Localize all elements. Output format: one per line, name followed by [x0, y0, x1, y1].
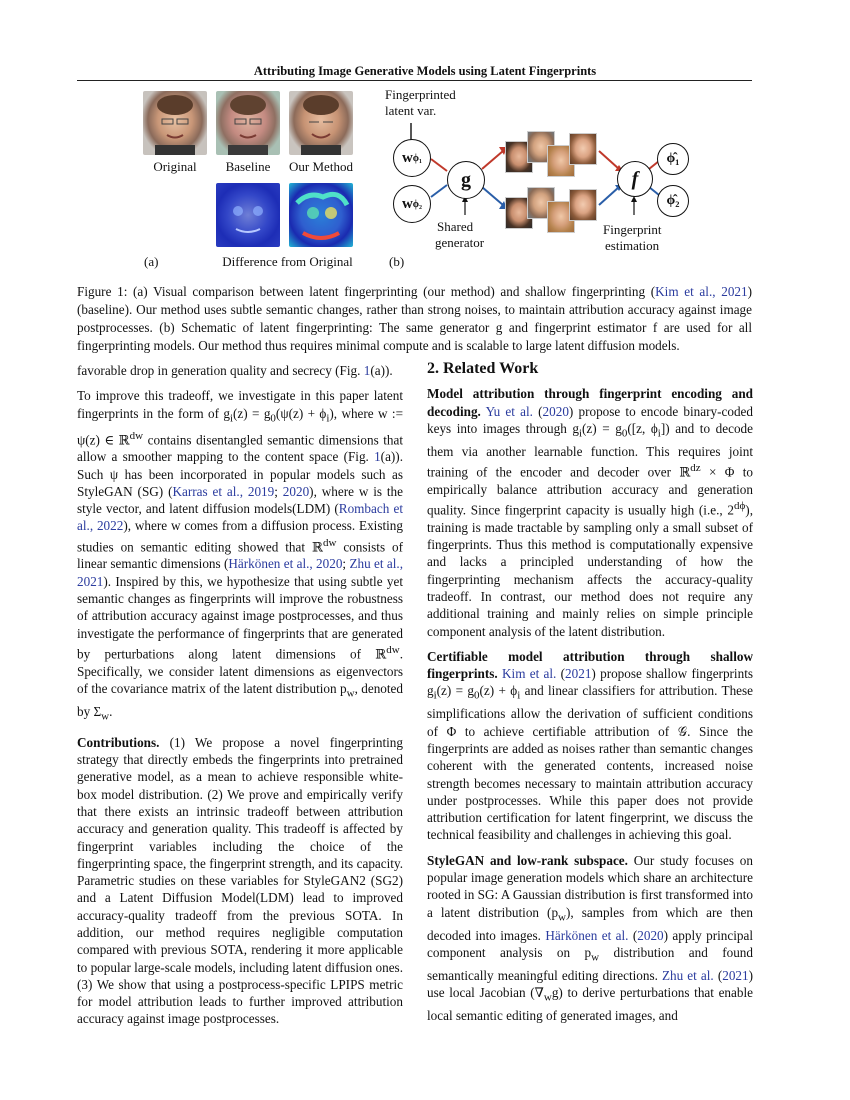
text: and linear classifiers for attribution. These simplifications allow the derivation of sufficient conditions of Φ to achieve certifiable attribution of 𝒢. Since the fingerprints are added as noises rather than semantic changes coherent with the generated contents, increased noise strength becomes necessary to maintain attribution accuracy under postprocesses. While this paper does not provide attribution certification for latent fingerprint, we discuss the technical feasibility and challenges in achieving this goal.: [427, 683, 753, 843]
paragraph-heading: Certifiable model attribution through shallow fingerprints.: [427, 648, 753, 682]
citation-link[interactable]: Härkönen et al., 2020: [228, 556, 343, 572]
math-sub: w: [558, 911, 566, 924]
paragraph: [77, 387, 403, 725]
top-to-f-arrow: [599, 151, 619, 169]
math-sub: w: [543, 991, 552, 1004]
face-illustration-icon: [216, 91, 280, 155]
shared-label-line1: Shared: [437, 219, 474, 234]
face-our-method-image: [289, 91, 353, 155]
math-sub: 0: [621, 427, 628, 440]
math-sub: i: [229, 412, 234, 425]
figure-panel-b: [385, 85, 755, 275]
text: ;: [274, 483, 283, 499]
latent-var-label-line2: latent var.: [385, 103, 437, 118]
right-column: [427, 360, 753, 1032]
paragraph: [77, 362, 403, 379]
left-column: [77, 362, 403, 1036]
text: consists of linear semantic dimensions (: [77, 539, 404, 572]
citation-link[interactable]: Zhu et al.: [661, 967, 714, 983]
text: ) use local Jacobian (∇: [427, 967, 753, 1001]
face-illustration-icon: [289, 91, 353, 155]
phi2-hat-node: [657, 185, 689, 217]
text: ]) and to decode them via another learnable function. This requires joint training of the encoder and decoder over ℝ: [427, 420, 753, 480]
w2-to-g-arrow: [431, 185, 447, 197]
text: (z) = g: [436, 683, 475, 699]
text: (a)).: [370, 363, 393, 378]
text: (ψ(z) + ϕ: [275, 405, 327, 421]
math-sub: i: [578, 427, 583, 440]
citation-link[interactable]: Karras et al., 2019: [172, 483, 275, 499]
figure-ref-link[interactable]: 1: [363, 363, 371, 378]
math-sub: w: [346, 687, 355, 700]
text: (1) We propose a novel fingerprinting strategy that directly embeds the fingerprints into pretrained generative model, as a mean to achieve responsible white-box model distribution. (2) We prove and empirically verify that there exists an intrinsic tradeoff between attribution accuracy and generation quality. This tradeoff is affected by fingerprint variables including the choice of the fingerprinting space, the fingerprint strength, and its capacity. Parametric studies on these variables for StyleGAN2 (SG2) and a Latent Diffusion Model(LDM) lead to improved accuracy-quality tradeoff from the previous SOTA. In addition, our method requires negligible computation compared with previous SOTA, rendering it more applicable to popular large-scale models, including latent diffusion ones. (3) We show that using a postprocess-specific LPIPS metric for model attribution leads to further improved attribution accuracy against image postprocesses.: [77, 734, 403, 1027]
text: ;: [342, 556, 350, 572]
citation-link[interactable]: Kim et al.: [502, 666, 557, 682]
generator-symbol: g: [461, 168, 471, 191]
text: g) to derive perturbations that enable local semantic editing of generated images, and: [427, 985, 753, 1024]
math-sub: i: [517, 690, 521, 703]
text: . Specifically, we consider latent dimensions as eigenvectors of the covariance matrix of the latent distribution p: [77, 646, 403, 696]
math-sup: dw: [386, 643, 400, 656]
header-rule: [77, 80, 752, 81]
citation-link[interactable]: 2020: [637, 927, 664, 943]
math-sub: 0: [474, 690, 480, 703]
caption-original: Original: [153, 159, 197, 174]
math-sub: w: [101, 710, 110, 723]
text: ([z, ϕ: [627, 420, 658, 436]
caption-citation-link[interactable]: Kim et al., 2021: [655, 284, 748, 299]
text: (: [628, 927, 638, 943]
figure-caption: [77, 283, 752, 355]
estimator-node: [617, 161, 653, 197]
face-baseline-image: [216, 91, 280, 155]
text: favorable drop in generation quality and secrecy (Fig.: [77, 363, 364, 378]
generated-face-thumb: [569, 189, 597, 221]
difference-our-method-image: [289, 183, 353, 247]
citation-link[interactable]: 2020: [282, 483, 310, 499]
phi1-hat-symbol: ϕ̂₁: [666, 151, 680, 166]
text: distribution and found semantically meaningful editing directions.: [427, 944, 753, 983]
math-sub: i: [657, 427, 661, 440]
caption-difference: Difference from Original: [222, 254, 353, 269]
text: × Φ to empirically balance attribution accuracy and generation quality. Since fingerprint capacity is usually high (i.e., 2: [427, 464, 753, 518]
citation-link[interactable]: 2021: [565, 666, 592, 682]
text: contains disentangled semantic dimensions that allow a smoother mapping to the content space (Fig.: [77, 431, 403, 465]
paragraph: [77, 734, 403, 1028]
paragraph-heading: Model attribution through fingerprint encoding and decoding.: [427, 386, 753, 419]
text: (a)). Such ψ has been incorporated in popular models such as StyleGAN (SG) (: [77, 449, 403, 499]
citation-link[interactable]: Zhu et al., 2021: [77, 556, 403, 589]
math-sup: dw: [322, 536, 337, 549]
math-sub: i: [326, 412, 330, 425]
figure-panel-a: [77, 85, 377, 275]
w-phi1-node: [393, 139, 431, 177]
math-sub: w: [591, 951, 600, 964]
text: , denoted by Σ: [77, 680, 404, 719]
w-phi1-symbol: w: [401, 149, 413, 166]
citation-link[interactable]: 2020: [542, 403, 569, 419]
citation-link[interactable]: Rombach et al., 2022: [77, 501, 403, 534]
w-phi1-subscript: ϕ₁: [412, 152, 423, 164]
math-sub: i: [433, 690, 437, 703]
figure-ref-link[interactable]: 1: [374, 449, 381, 465]
panel-a-label: (a): [144, 254, 159, 269]
difference-map-icon: [216, 183, 280, 247]
face-original-image: [143, 91, 207, 155]
citation-link[interactable]: Härkönen et al.: [545, 927, 629, 943]
text: ) apply principal component analysis on p: [427, 927, 753, 960]
math-sub: 0: [270, 412, 276, 425]
text: ) propose to encode binary-coded keys into images through g: [427, 403, 753, 436]
w-phi2-symbol: w: [401, 195, 413, 212]
latent-var-label-line1: Fingerprinted: [385, 87, 456, 102]
caption-our-method: Our Method: [289, 159, 353, 174]
text: (: [556, 666, 566, 682]
difference-map-icon: [289, 183, 353, 247]
math-sup: dw: [129, 429, 144, 442]
caption-text-2: ) (baseline). Our method uses subtle semantic changes, rather than strong noises, to maintain attribution accuracy against image postprocesses. (b) Schematic of latent fingerprinting: The same generator g and fingerprint estimator f are used for all fingerprinting models. Our method thus requires minimal compute and is scalable to large latent diffusion models.: [77, 284, 753, 353]
text: ). Inspired by this, we hypothesize that using subtle yet semantic changes as fingerprints will improve the robustness of attribution accuracy against image postprocesses, and thus investigate the performance of fingerprints that are generated by perturbations along latent dimensions of ℝ: [77, 573, 403, 662]
running-title: Attributing Image Generative Models using Latent Fingerprints: [253, 64, 597, 78]
paragraph-heading: StyleGAN and low-rank subspace.: [427, 852, 628, 868]
citation-link[interactable]: 2021: [722, 967, 749, 983]
fp-est-label-line2: estimation: [605, 238, 660, 253]
paragraph: [427, 385, 753, 640]
text: (: [532, 403, 543, 419]
generated-face-thumb: [569, 133, 597, 165]
text: ), samples from which are then decoded into images.: [427, 904, 753, 943]
g-to-top-arrow: [482, 151, 503, 169]
w-phi2-subscript: ϕ₂: [412, 198, 423, 210]
shared-label-line2: generator: [435, 235, 485, 250]
generator-node: [447, 161, 485, 199]
text: .: [109, 703, 113, 719]
text: (: [713, 967, 723, 983]
text: ), where w := ψ(z) ∈ ℝ: [77, 405, 404, 447]
panel-b-label: (b): [389, 254, 405, 269]
text: ), where w comes from a diffusion process. Existing studies on semantic editing showed that ℝ: [77, 518, 403, 555]
text: ), training is made tractable by sampling only a small subset of fingerprints. Thus this method is computationally expensive and lacks a principled understanding of how the fingerprinting mechanism affects the accuracy-quality tradeoff. In contrast, our method does not require any additional training and mainly relies on simple principle component analysis of the latent distribution.: [427, 502, 753, 639]
text: (z) = g: [582, 420, 622, 436]
face-illustration-icon: [143, 91, 207, 155]
paragraph: [427, 648, 753, 844]
paragraph: [427, 852, 753, 1025]
text: ), where w is the style vector, and latent diffusion models(LDM) (: [77, 483, 403, 517]
text: (z) = g: [233, 405, 271, 421]
phi1-hat-node: [657, 143, 689, 175]
w-phi2-node: [393, 185, 431, 223]
paragraph-heading: Contributions.: [77, 734, 160, 750]
w1-to-g-arrow: [431, 159, 447, 171]
difference-baseline-image: [216, 183, 280, 247]
phi2-hat-symbol: ϕ̂₂: [666, 193, 680, 208]
text: To improve this tradeoff, we investigate in this paper latent fingerprints in the form of g: [77, 388, 403, 421]
text: ) propose shallow fingerprints g: [427, 666, 753, 699]
citation-link[interactable]: Yu et al.: [485, 403, 533, 419]
fp-est-label-line1: Fingerprint: [603, 222, 662, 237]
caption-text-1: Figure 1: (a) Visual comparison between latent fingerprinting (our method) and shallow fingerprinting (: [77, 284, 656, 299]
text: Our study focuses on popular image generation models which share an architecture rooted in SG: A Gaussian distribution is first transformed into a latent distribution (p: [427, 852, 753, 920]
caption-baseline: Baseline: [225, 159, 271, 174]
text: (z) + ϕ: [479, 683, 518, 699]
math-sup: dz: [690, 462, 701, 475]
math-sup: dϕ: [734, 500, 746, 513]
section-title: 2. Related Work: [427, 360, 539, 377]
bottom-to-f-arrow: [599, 187, 619, 205]
g-to-bottom-arrow: [482, 187, 503, 205]
estimator-symbol: f: [631, 167, 639, 190]
